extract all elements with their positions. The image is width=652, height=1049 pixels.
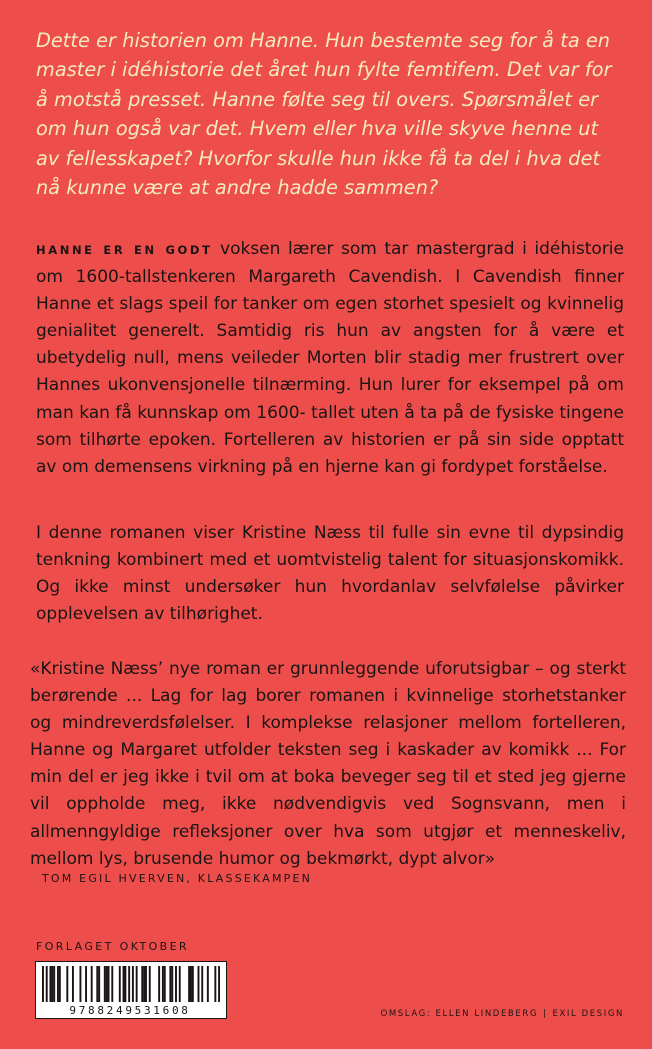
publisher-name: FORLAGET OKTOBER	[36, 940, 189, 953]
barcode-bar	[57, 966, 59, 1002]
barcode-bar	[171, 966, 173, 1002]
barcode-bar	[124, 966, 126, 1002]
barcode-bar	[128, 966, 130, 1002]
barcode-bar	[46, 966, 48, 1002]
barcode-bar	[119, 966, 121, 1002]
barcode-bar	[188, 966, 190, 1002]
barcode-bar	[190, 966, 192, 1002]
barcode-bar	[72, 966, 74, 1002]
barcode-bar	[214, 966, 216, 1002]
barcode-bar	[136, 966, 138, 1002]
barcode-bar	[201, 966, 203, 1002]
barcode-bar	[179, 966, 181, 1002]
barcode-bar	[192, 966, 194, 1002]
barcode-bar	[111, 966, 113, 1002]
barcode-bar	[158, 966, 160, 1002]
barcode-bar	[169, 966, 171, 1002]
description-paragraph-2: I denne romanen viser Kristine Næss til fulle sin evne til dypsindig tenkning kombinert med et uomtvistelig talent for situasjonskomikk. Og ikke minst undersøker hun hvordanlav selvfølelse påvirker opplevelsen av tilhørighet.	[36, 523, 624, 625]
barcode-bar	[53, 966, 55, 1002]
design-studio-credit: EXIL DESIGN	[552, 1009, 624, 1019]
review-attribution: TOM EGIL HVERVEN, KLASSEKAMPEN	[42, 872, 313, 885]
barcode-bars	[42, 966, 220, 1002]
barcode-bar	[79, 966, 81, 1002]
description-paragraph-1	[36, 236, 624, 481]
barcode-bar	[85, 966, 87, 1002]
barcode-graphic	[42, 966, 220, 1002]
barcode-bar	[132, 966, 134, 1002]
barcode-bar	[145, 966, 147, 1002]
barcode-bar	[49, 966, 51, 1002]
review-quote: «Kristine Næss’ nye roman er grunnleggende uforutsigbar – og sterkt berørende ... Lag for lag borer romanen i kvinnelige storhetstanker og mindreverdsfølelser. I komplekse relasjoner mellom fortelleren, Hanne og Margaret utfolder teksten seg i kaskader av komikk ... For min del er jeg ikke i tvil om at boka beveger seg til et sted jeg gjerne vil oppholde meg, ikke nødvendigvis ved Sognsvann, men i allmenngyldige refleksjoner over hva som utgjør et menneskeliv, mellom lys, brusende humor og bekmørkt, dypt alvor»	[30, 659, 626, 869]
barcode-bar	[59, 966, 61, 1002]
isbn-barcode	[35, 961, 227, 1019]
barcode-bar	[218, 966, 220, 1002]
cover-designer-credit: OMSLAG: ELLEN LINDEBERG	[380, 1009, 539, 1019]
credits-separator: |	[543, 1009, 548, 1019]
barcode-bar	[123, 966, 125, 1002]
barcode-bar	[51, 966, 53, 1002]
barcode-bar	[143, 966, 145, 1002]
paragraph-1-text: voksen lærer som tar mastergrad i idéhistorie om 1600-tallstenkeren Margareth Cavendish. I Cavendish finner Hanne et slags speil for tanker om egen storhet spesielt og kvinnelig genialitet generelt. Samtidig ris hun av angsten for å være et ubetydelig null, mens veileder Morten blir stadig mer frustrert over Hannes ukonvensjonelle tilnærming. Hun lurer for eksempel på om man kan få kunnskap om 1600- tallet uten å ta på de fysiske tingene som tilhørte epoken. Fortelleren av historien er på sin side opptatt av om demensens virkning på en hjerne kan gi fordypet forståelse.	[36, 239, 624, 477]
barcode-bar	[104, 966, 106, 1002]
barcode-bar	[91, 966, 93, 1002]
barcode-bar	[42, 966, 44, 1002]
paragraph-lead-in: HANNE ER EN GODT	[36, 243, 213, 257]
cover-credits	[381, 1009, 624, 1019]
barcode-bar	[108, 966, 110, 1002]
barcode-bar	[141, 966, 143, 1002]
barcode-bar	[66, 966, 68, 1002]
barcode-bar	[175, 966, 177, 1002]
barcode-bar	[162, 966, 164, 1002]
barcode-bar	[207, 966, 209, 1002]
barcode-bar	[164, 966, 166, 1002]
isbn-digits: 9788249531608	[69, 1004, 191, 1017]
barcode-bar	[106, 966, 108, 1002]
barcode-bar	[96, 966, 98, 1002]
intro-blurb: Dette er historien om Hanne. Hun bestemte seg for å ta en master i idéhistorie det året hun fylte femtifem. Det var for å motstå presset. Hanne følte seg til overs. Spørsmålet er om hun også var det. Hvem eller hva ville skyve henne ut av fellesskapet? Hvorfor skulle hun ikke få ta del i hva det nå kunne være at andre hadde sammen?	[36, 29, 612, 200]
barcode-bar	[98, 966, 100, 1002]
barcode-bar	[149, 966, 151, 1002]
barcode-bar	[198, 966, 200, 1002]
